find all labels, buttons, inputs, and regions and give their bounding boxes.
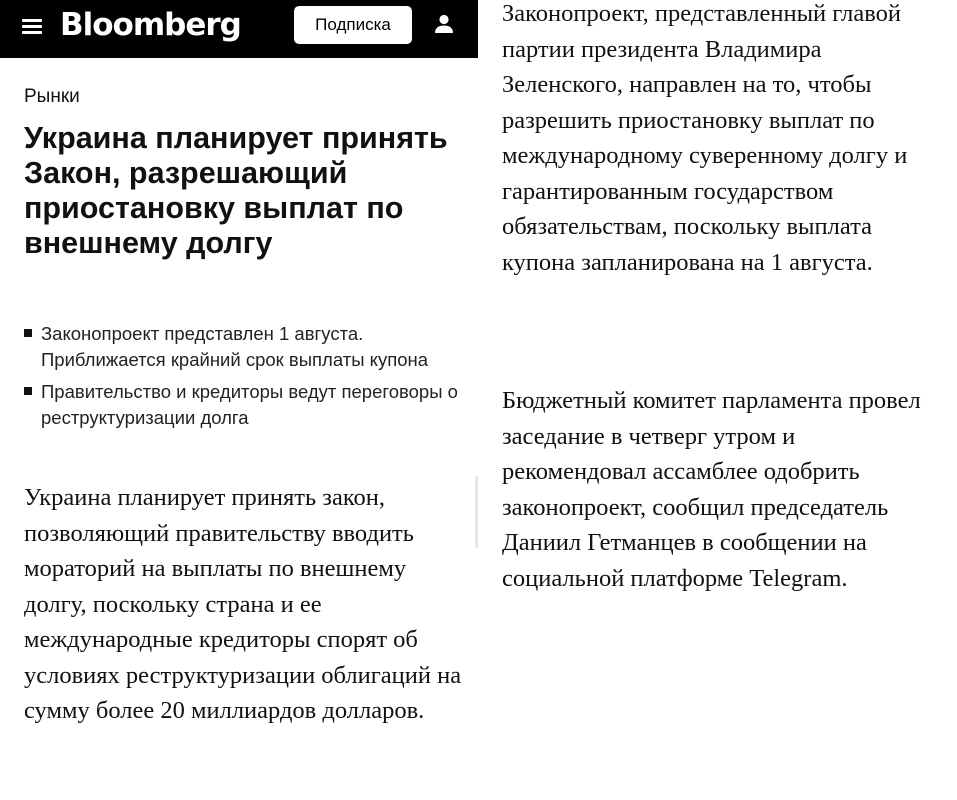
subscribe-button[interactable]: Подписка [294,6,412,44]
section-label[interactable]: Рынки [24,86,80,107]
article-paragraph: Бюджетный комитет парламента провел заседание в четверг утром и рекомендовал ассамблее одобрить законопроект, сообщил председатель Даниил Гетманцев в сообщении на социальной платформе Telegram. [502,387,921,592]
hamburger-menu-icon[interactable] [22,17,42,35]
site-header [0,0,478,58]
bullet-square-icon [24,387,32,395]
bullet-square-icon [24,329,32,337]
summary-bullet-list [24,321,464,437]
article-headline: Украина планирует принять Закон, разрешающий приостановку выплат по внешнему долгу [24,121,448,260]
bloomberg-logo[interactable]: Bloomberg [60,7,241,43]
user-account-icon[interactable] [433,13,455,35]
article-left-panel [0,0,478,800]
summary-bullet-text: Правительство и кредиторы ведут переговоры о реструктуризации долга [41,381,458,428]
article-right-panel [480,0,957,800]
summary-bullet [24,321,464,373]
panel-divider [475,476,478,548]
article-paragraph: Законопроект, представленный главой партии президента Владимира Зеленского, направлен на то, чтобы разрешить приостановку выплат по международному суверенному долгу и гарантированным государством обязательствам, поскольку выплата купона запланирована на 1 августа. [502,0,908,276]
summary-bullet-text: Законопроект представлен 1 августа. Приближается крайний срок выплаты купона [41,323,429,370]
summary-bullet [24,379,464,431]
article-lead-paragraph: Украина планирует принять закон, позволяющий правительству вводить мораторий на выплаты по внешнему долгу, поскольку страна и ее международные кредиторы спорят об условиях реструктуризации облигаций на сумму более 20 миллиардов долларов. [24,484,462,724]
